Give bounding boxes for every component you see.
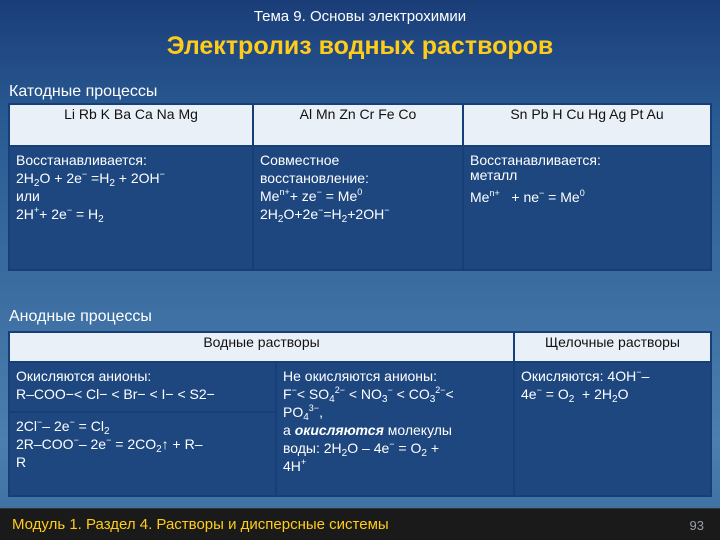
cell-heading: Не окисляются анионы: [283, 368, 437, 384]
equation: 2Cl−– $2e^- = Cl_2$ [16, 417, 110, 437]
cell-heading: Восстанавливается: [16, 152, 147, 168]
anode-cell-alkaline [514, 362, 711, 496]
metal-group-low: Sn Pb H Cu Hg Ag Pt Au [463, 104, 711, 146]
cell-heading: металл [470, 167, 518, 183]
metal-group-medium: Al Mn Zn Cr Fe Co [253, 104, 463, 146]
equation: $Me^{n+}+ ze^- = Me^0$ [260, 187, 363, 204]
anode-table [8, 331, 712, 497]
equation: воды: $2H_2O - 4e^- = O_2$ + [283, 439, 440, 459]
equation: $2H_2O+2e^-=H_2+2OH^-$ [260, 205, 390, 225]
cathode-cell-joint-reduction [253, 146, 463, 270]
equation: $2H_2O + 2e^- =H_2 + 2OH^-$ [16, 169, 165, 189]
equation: 2R–COO−– $2e^- = 2CO_2↑ + R-$ [16, 435, 203, 455]
anode-cell-oxidized-anions [9, 362, 276, 412]
cathode-cell-water-reduction [9, 146, 253, 270]
equation: $4e^- = O_2 + 2H_2O$ [521, 385, 629, 405]
anion-series: $F^-< SO_4^{2-} < NO_3^- < CO_3^{2-}<$ [283, 385, 454, 405]
cell-heading: Совместное [260, 152, 340, 168]
equation: $Me^{n+} + ne^- = Me^0$ [470, 188, 585, 205]
footer-bar [0, 508, 720, 540]
equation: $2H^++ 2e^- = H_2$ [16, 205, 104, 225]
metal-group-active: Li Rb K Ba Ca Na Mg [9, 104, 253, 146]
cathode-table [8, 103, 712, 271]
cell-heading: Восстанавливается: [470, 152, 601, 168]
cell-heading: Окисляются анионы: [16, 368, 152, 384]
anion-series: $PO_4^{3-}$, [283, 403, 323, 423]
topic-line: Тема 9. Основы электрохимии [253, 8, 467, 25]
cell-heading: восстановление: [260, 170, 369, 186]
conjunction: или [16, 188, 40, 204]
header-alkaline-solutions: Щелочные растворы [514, 332, 711, 362]
anode-section-title: Анодные процессы [9, 308, 152, 325]
slide-title: Электролиз водных растворов [166, 32, 554, 60]
equation: 4H+ [283, 457, 307, 474]
cathode-cell-metal-reduction [463, 146, 711, 270]
water-oxidation-note: а окисляются молекулы [283, 422, 452, 438]
equation: Окисляются: 4OH−– [521, 367, 650, 384]
cathode-section-title: Катодные процессы [9, 83, 158, 100]
footer-module-text: Модуль 1. Раздел 4. Растворы и дисперсные системы [12, 516, 389, 533]
equation-continuation: R [16, 454, 27, 470]
anion-series: R–COO−< Cl− < Br− < I− < S2− [16, 386, 215, 402]
page-number: 93 [689, 518, 704, 533]
header-aqueous-solutions: Водные растворы [9, 332, 514, 362]
anode-cell-oxidation-equations [9, 412, 276, 496]
anode-cell-non-oxidized-anions [276, 362, 514, 496]
